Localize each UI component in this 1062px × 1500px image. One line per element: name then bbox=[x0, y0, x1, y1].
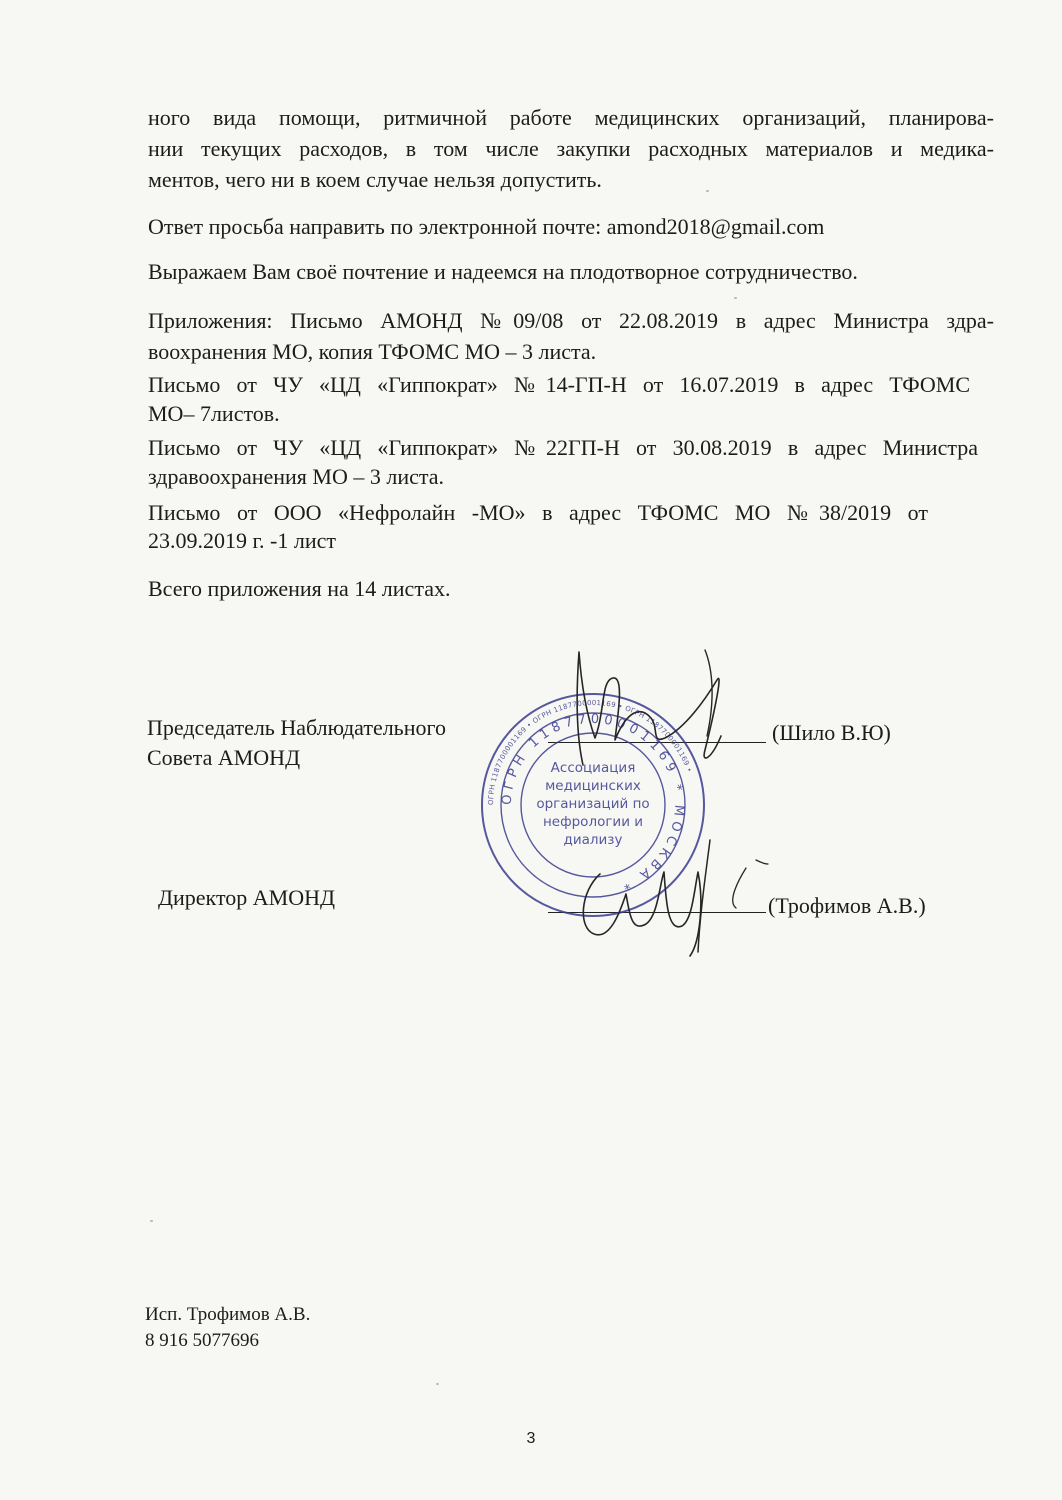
page-number: 3 bbox=[526, 1430, 536, 1447]
attachments-line: Письмо от ЧУ «ЦД «Гиппократ» №22ГП-Н от 30.08.2019 в адрес Министра bbox=[148, 435, 978, 460]
attachments-line: Приложения: Письмо АМОНД №09/08 от 22.08.2019 в адрес Министра здра- bbox=[148, 308, 994, 333]
attachments-line: МО– 7листов. bbox=[148, 401, 280, 426]
executor-name: Исп. Трофимов А.В. bbox=[145, 1304, 311, 1325]
attachments-total: Всего приложения на 14 листах. bbox=[148, 576, 451, 601]
seal-ring-text: ОГРН 1187700001169 * МОСКВА * bbox=[499, 711, 687, 894]
attachments-line: Письмо от ООО «Нефролайн -МО» в адрес ТФОМС МО №38/2019 от bbox=[148, 500, 928, 525]
attachments-line: здравоохранения МО – 3 листа. bbox=[148, 464, 445, 489]
scan-speck bbox=[706, 190, 709, 192]
scan-speck bbox=[150, 1220, 153, 1222]
seal-text-line: Ассоциация bbox=[550, 760, 636, 776]
scan-speck bbox=[734, 297, 737, 299]
reply-request: Ответ просьба направить по электронной почте: amond2018@gmail.com bbox=[148, 214, 825, 239]
chair-signature bbox=[555, 640, 755, 780]
chair-name: (Шило В.Ю) bbox=[772, 720, 891, 745]
executor-phone: 8 916 5077696 bbox=[145, 1330, 259, 1351]
scan-speck bbox=[436, 1383, 439, 1385]
seal-text-line: медицинских bbox=[545, 778, 641, 794]
attachments-line: 23.09.2019 г. -1 лист bbox=[148, 528, 336, 553]
seal-text-line: диализу bbox=[563, 832, 623, 848]
seal-text-line: нефрологии и bbox=[542, 814, 644, 830]
chair-title-line1: Председатель Наблюдательного bbox=[147, 715, 446, 740]
director-title: Директор АМОНД bbox=[158, 885, 335, 910]
attachments-line: воохранения МО, копия ТФОМС МО – 3 листа. bbox=[148, 339, 597, 364]
paragraph-line: нии текущих расходов, в том числе закупки расходных материалов и медика- bbox=[148, 136, 994, 161]
director-name: (Трофимов А.В.) bbox=[768, 893, 926, 918]
director-signature bbox=[560, 832, 770, 962]
chair-title-line2: Совета АМОНД bbox=[147, 745, 301, 770]
paragraph-line: ного вида помощи, ритмичной работе медицинских организаций, планирова- bbox=[148, 105, 994, 130]
courtesy-line: Выражаем Вам своё почтение и надеемся на плодотворное сотрудничество. bbox=[148, 259, 858, 284]
attachments-line: Письмо от ЧУ «ЦД «Гиппократ» №14-ГП-Н от 16.07.2019 в адрес ТФОМС bbox=[148, 372, 970, 397]
paragraph-line: ментов, чего ни в коем случае нельзя допустить. bbox=[148, 167, 602, 192]
seal-text-line: организаций по bbox=[536, 796, 650, 812]
seal-outer-text: ОГРН 1187700001169 • ОГРН 1187700001169 • ОГРН 1187700001169 • bbox=[486, 698, 694, 806]
